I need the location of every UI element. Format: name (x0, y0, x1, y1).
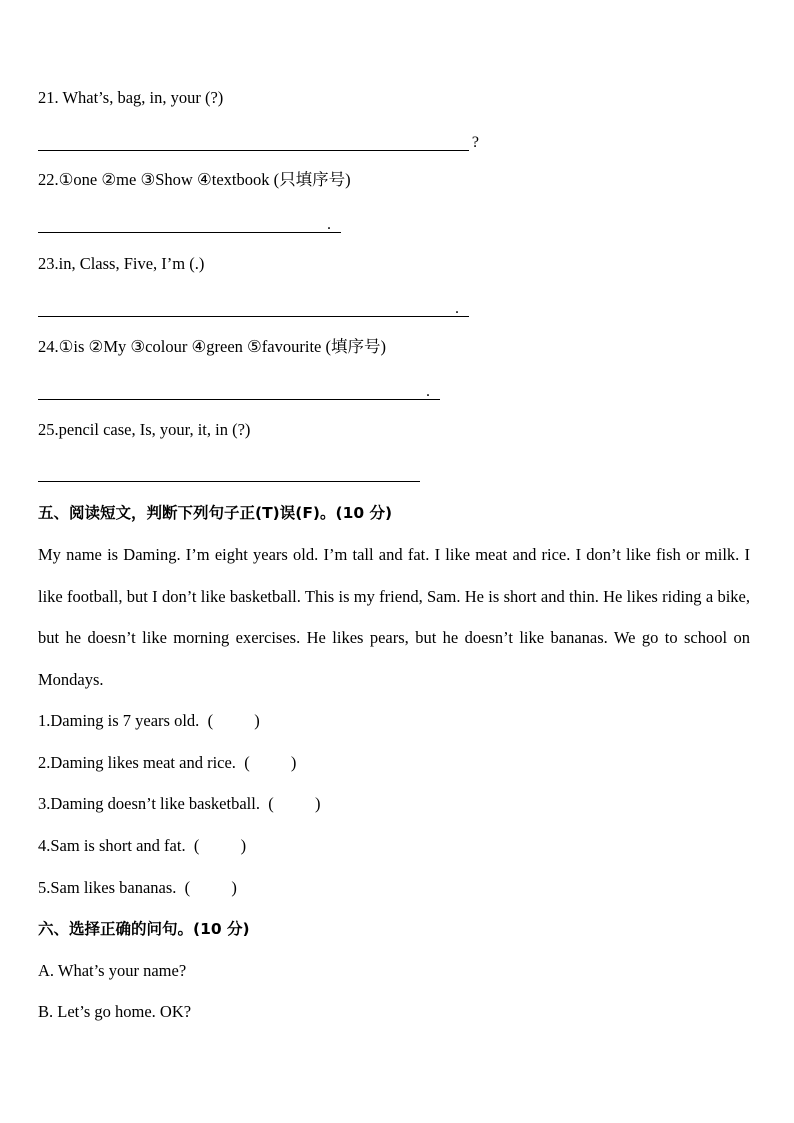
tf-item-5 (38, 878, 237, 898)
answer-end-24: . (426, 383, 430, 400)
section-6-heading: 六、选择正确的问句。(10 分) (38, 920, 250, 938)
tf-item-1 (38, 711, 260, 731)
question-23: 23.in, Class, Five, I’m (.) (38, 254, 205, 273)
tf-item-4 (38, 836, 246, 856)
tf-item-2 (38, 753, 296, 773)
tf-item-1-answer[interactable]: ( ) (207, 711, 260, 730)
tf-item-1-text: 1.Daming is 7 years old. (38, 711, 200, 730)
answer-end-23: . (455, 300, 459, 317)
question-24: 24.①is ②My ③colour ④green ⑤favourite (填序号) (38, 337, 386, 356)
tf-item-3-answer[interactable]: ( ) (268, 794, 321, 813)
tf-item-4-text: 4.Sam is short and fat. (38, 836, 186, 855)
answer-end-21: ? (471, 134, 479, 151)
tf-item-2-answer[interactable]: ( ) (244, 753, 297, 772)
answer-line-22[interactable] (38, 212, 341, 233)
tf-item-5-answer[interactable]: ( ) (184, 878, 237, 897)
reading-passage (38, 534, 750, 700)
option-b: B. Let’s go home. OK? (38, 1002, 192, 1021)
answer-line-25[interactable] (38, 461, 420, 482)
option-a: A. What’s your name? (38, 961, 187, 980)
tf-item-3-text: 3.Daming doesn’t like basketball. (38, 794, 260, 813)
tf-item-5-text: 5.Sam likes bananas. (38, 878, 177, 897)
question-25: 25.pencil case, Is, your, it, in (?) (38, 420, 251, 439)
answer-line-23[interactable] (38, 296, 469, 317)
answer-end-22: . (327, 216, 331, 233)
passage-text: My name is Daming. I’m eight years old. I’m tall and fat. I like meat and rice. I don’t like fish or milk. I like football, but I don’t like basketball. This is my friend, Sam. He is short and thin. He likes riding a bike, but he doesn’t like morning exercises. He likes pears, but he doesn’t like bananas. We go to school on Mondays. (38, 545, 750, 689)
section-5-heading: 五、阅读短文，判断下列句子正(T)误(F)。(10 分) (38, 504, 393, 522)
answer-line-21[interactable] (38, 130, 479, 151)
question-21: 21. What’s, bag, in, your (?) (38, 88, 224, 107)
tf-item-2-text: 2.Daming likes meat and rice. (38, 753, 236, 772)
tf-item-4-answer[interactable]: ( ) (193, 836, 247, 855)
question-22: 22.①one ②me ③Show ④textbook (只填序号) (38, 170, 351, 189)
answer-line-24[interactable] (38, 379, 440, 400)
tf-item-3 (38, 794, 320, 814)
